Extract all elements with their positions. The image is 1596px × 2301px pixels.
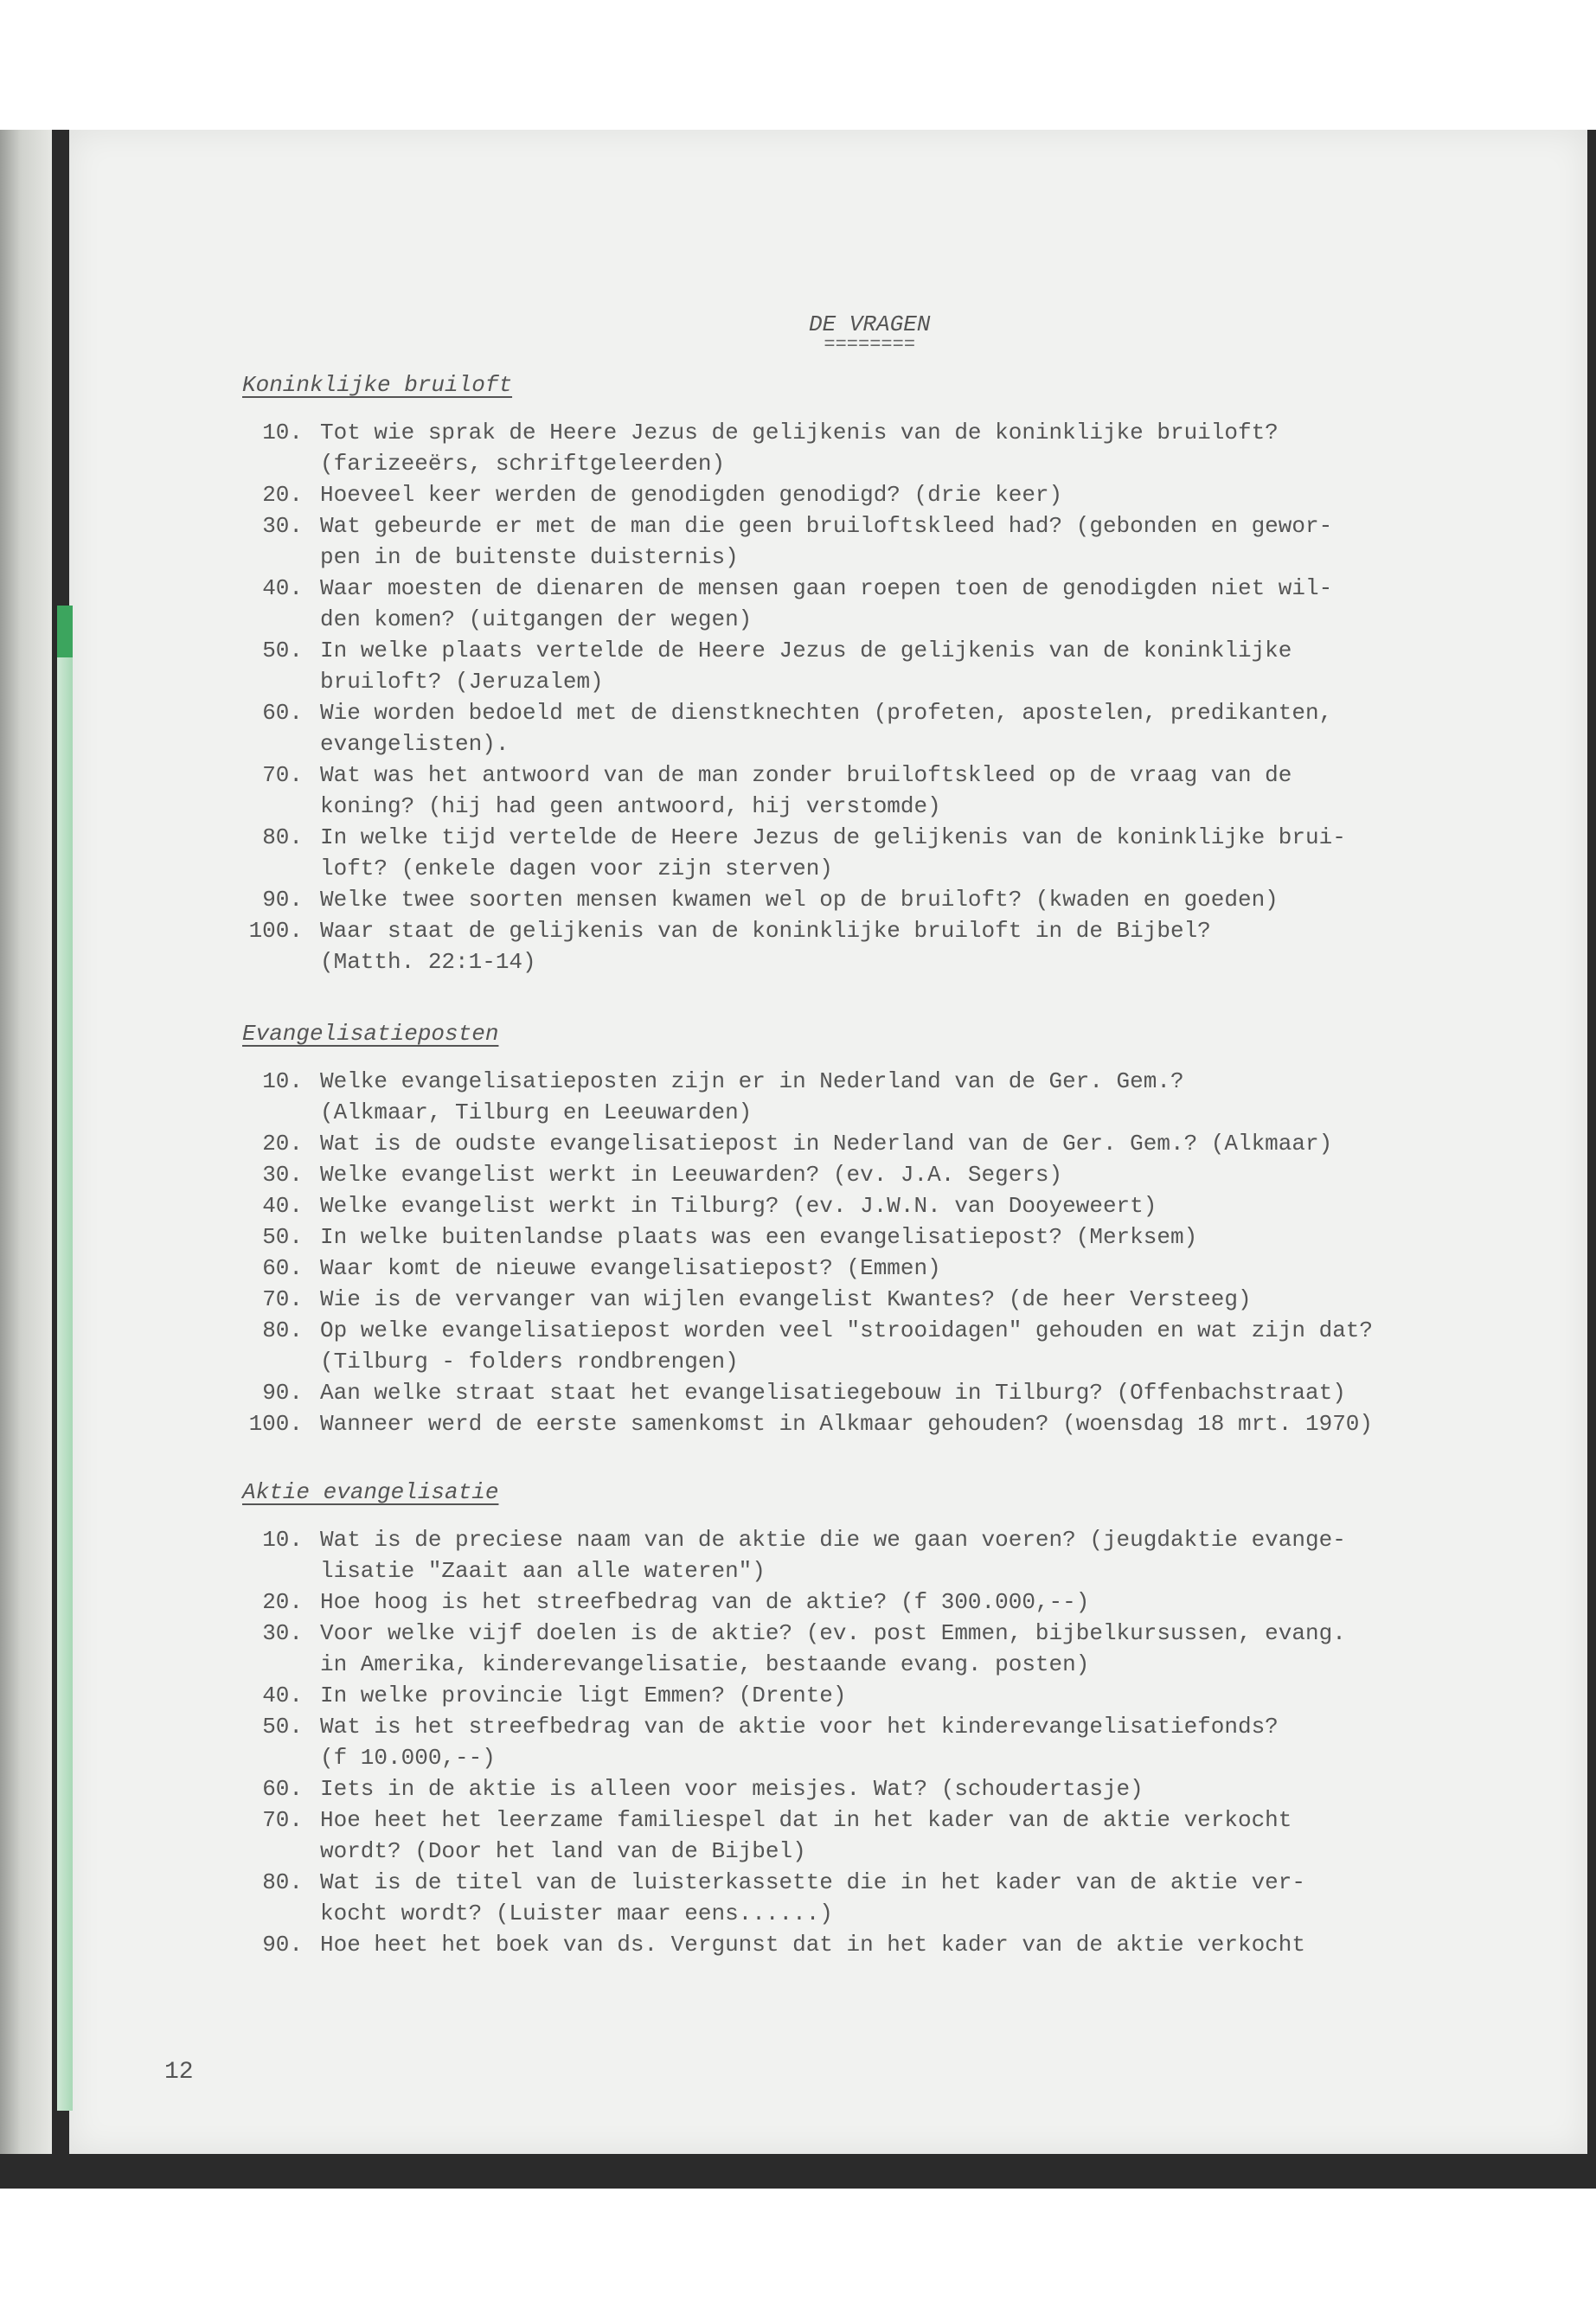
- book-binding: [0, 130, 52, 2154]
- question-item: [242, 1128, 1566, 1159]
- question-item: [242, 822, 1566, 884]
- question-number: 100.: [248, 918, 303, 944]
- question-number: 90.: [262, 887, 303, 913]
- question-number: 90.: [262, 1932, 303, 1958]
- question-item: [242, 1773, 1566, 1804]
- question-number: 60.: [262, 1776, 303, 1802]
- question-number: 40.: [262, 1682, 303, 1708]
- question-text: Hoeveel keer werden de genodigden genodigd? (drie keer): [320, 482, 1063, 508]
- question-item: [242, 697, 1566, 760]
- question-number: 50.: [262, 1714, 303, 1740]
- question-item: [242, 1711, 1566, 1773]
- question-item: [242, 1253, 1566, 1284]
- green-page-marker: [57, 606, 73, 2111]
- question-text: Wie worden bedoeld met de dienstknechten (profeten, apostelen, predikanten, evangelisten).: [320, 700, 1333, 757]
- question-number: 80.: [262, 1317, 303, 1343]
- section-aktie-evangelisatie: [242, 1479, 1566, 1960]
- question-item: [242, 1190, 1566, 1221]
- question-number: 10.: [262, 1527, 303, 1553]
- question-text: Welke evangelist werkt in Leeuwarden? (ev. J.A. Segers): [320, 1162, 1063, 1188]
- question-text: In welke tijd vertelde de Heere Jezus de gelijkenis van de koninklijke brui- loft? (enkele dagen voor zijn sterven): [320, 824, 1346, 881]
- section-evangelisatieposten: [242, 1021, 1566, 1439]
- question-text: Hoe heet het boek van ds. Vergunst dat in het kader van de aktie verkocht: [320, 1932, 1305, 1958]
- question-number: 80.: [262, 824, 303, 850]
- question-text: In welke buitenlandse plaats was een evangelisatiepost? (Merksem): [320, 1224, 1198, 1250]
- question-text: Wat is de titel van de luisterkassette die in het kader van de aktie ver- kocht wordt? (Luister maar eens......): [320, 1869, 1305, 1926]
- question-text: Welke evangelist werkt in Tilburg? (ev. J.W.N. van Dooyeweert): [320, 1193, 1157, 1219]
- question-item: [242, 510, 1566, 573]
- question-item: [242, 1408, 1566, 1439]
- question-item: [242, 1221, 1566, 1253]
- question-number: 90.: [262, 1380, 303, 1406]
- question-text: Hoe heet het leerzame familiespel dat in het kader van de aktie verkocht wordt? (Door het land van de Bijbel): [320, 1807, 1292, 1864]
- question-text: Welke evangelisatieposten zijn er in Nederland van de Ger. Gem.? (Alkmaar, Tilburg en Leeuwarden): [320, 1068, 1184, 1125]
- question-number: 20.: [262, 1589, 303, 1615]
- question-text: Iets in de aktie is alleen voor meisjes. Wat? (schoudertasje): [320, 1776, 1144, 1802]
- question-number: 70.: [262, 1286, 303, 1312]
- question-item: [242, 1804, 1566, 1867]
- page-title-text: DE VRAGEN: [809, 311, 931, 337]
- question-number: 70.: [262, 762, 303, 788]
- question-text: Hoe hoog is het streefbedrag van de aktie? (f 300.000,--): [320, 1589, 1090, 1615]
- question-number: 10.: [262, 420, 303, 445]
- question-number: 50.: [262, 1224, 303, 1250]
- question-item: [242, 1929, 1566, 1960]
- question-item: [242, 1586, 1566, 1618]
- question-item: [242, 573, 1566, 635]
- question-item: [242, 417, 1566, 479]
- green-tab-marker: [57, 606, 73, 657]
- question-number: 60.: [262, 700, 303, 726]
- question-text: Voor welke vijf doelen is de aktie? (ev. post Emmen, bijbelkursussen, evang. in Amerika, kinderevangelisatie, bestaande evang. posten): [320, 1620, 1346, 1677]
- question-item: [242, 1315, 1566, 1377]
- question-number: 80.: [262, 1869, 303, 1895]
- question-number: 30.: [262, 1162, 303, 1188]
- section-koninklijke-bruiloft: [242, 372, 1566, 977]
- question-number: 60.: [262, 1255, 303, 1281]
- question-number: 20.: [262, 482, 303, 508]
- question-item: [242, 1524, 1566, 1586]
- question-text: Wat is de oudste evangelisatiepost in Nederland van de Ger. Gem.? (Alkmaar): [320, 1131, 1333, 1157]
- question-text: Wat is het streefbedrag van de aktie voor het kinderevangelisatiefonds? (f 10.000,--): [320, 1714, 1279, 1771]
- question-number: 30.: [262, 513, 303, 539]
- question-text: Op welke evangelisatiepost worden veel "strooidagen" gehouden en wat zijn dat? (Tilburg - folders rondbrengen): [320, 1317, 1373, 1375]
- question-text: Wat gebeurde er met de man die geen bruiloftskleed had? (gebonden en gewor- pen in de buitenste duisternis): [320, 513, 1333, 570]
- section-heading: Koninklijke bruiloft: [242, 372, 513, 398]
- question-number: 40.: [262, 1193, 303, 1219]
- question-text: Aan welke straat staat het evangelisatiegebouw in Tilburg? (Offenbachstraat): [320, 1380, 1346, 1406]
- question-item: [242, 1284, 1566, 1315]
- question-text: Wanneer werd de eerste samenkomst in Alkmaar gehouden? (woensdag 18 mrt. 1970): [320, 1411, 1373, 1437]
- question-item: [242, 1066, 1566, 1128]
- question-item: [242, 1680, 1566, 1711]
- question-text: Welke twee soorten mensen kwamen wel op de bruiloft? (kwaden en goeden): [320, 887, 1279, 913]
- question-number: 30.: [262, 1620, 303, 1646]
- question-item: [242, 1618, 1566, 1680]
- question-text: Wat is de preciese naam van de aktie die we gaan voeren? (jeugdaktie evange- lisatie "Zaait aan alle wateren"): [320, 1527, 1346, 1584]
- question-item: [242, 915, 1566, 977]
- question-text: In welke plaats vertelde de Heere Jezus de gelijkenis van de koninklijke bruiloft? (Jeruzalem): [320, 638, 1292, 695]
- question-number: 10.: [262, 1068, 303, 1094]
- question-text: Wie is de vervanger van wijlen evangelist Kwantes? (de heer Versteeg): [320, 1286, 1252, 1312]
- question-number: 70.: [262, 1807, 303, 1833]
- question-number: 50.: [262, 638, 303, 663]
- question-item: [242, 479, 1566, 510]
- question-item: [242, 1867, 1566, 1929]
- question-item: [242, 760, 1566, 822]
- question-text: Wat was het antwoord van de man zonder bruiloftskleed op de vraag van de koning? (hij had geen antwoord, hij verstomde): [320, 762, 1292, 819]
- question-number: 20.: [262, 1131, 303, 1157]
- page-title-underline: ========: [824, 334, 916, 356]
- section-heading: Aktie evangelisatie: [242, 1479, 499, 1505]
- question-text: Waar moesten de dienaren de mensen gaan roepen toen de genodigden niet wil- den komen? (uitgangen der wegen): [320, 575, 1333, 632]
- question-item: [242, 635, 1566, 697]
- question-number: 40.: [262, 575, 303, 601]
- section-heading: Evangelisatieposten: [242, 1021, 499, 1047]
- question-text: Tot wie sprak de Heere Jezus de gelijkenis van de koninklijke bruiloft? (farizeeërs, schriftgeleerden): [320, 420, 1279, 477]
- page-title: [809, 311, 930, 356]
- question-item: [242, 884, 1566, 915]
- question-text: Waar komt de nieuwe evangelisatiepost? (Emmen): [320, 1255, 941, 1281]
- question-item: [242, 1159, 1566, 1190]
- question-text: Waar staat de gelijkenis van de koninklijke bruiloft in de Bijbel? (Matth. 22:1-14): [320, 918, 1211, 975]
- question-text: In welke provincie ligt Emmen? (Drente): [320, 1682, 847, 1708]
- question-number: 100.: [248, 1411, 303, 1437]
- page-number: 12: [164, 2059, 194, 2086]
- question-item: [242, 1377, 1566, 1408]
